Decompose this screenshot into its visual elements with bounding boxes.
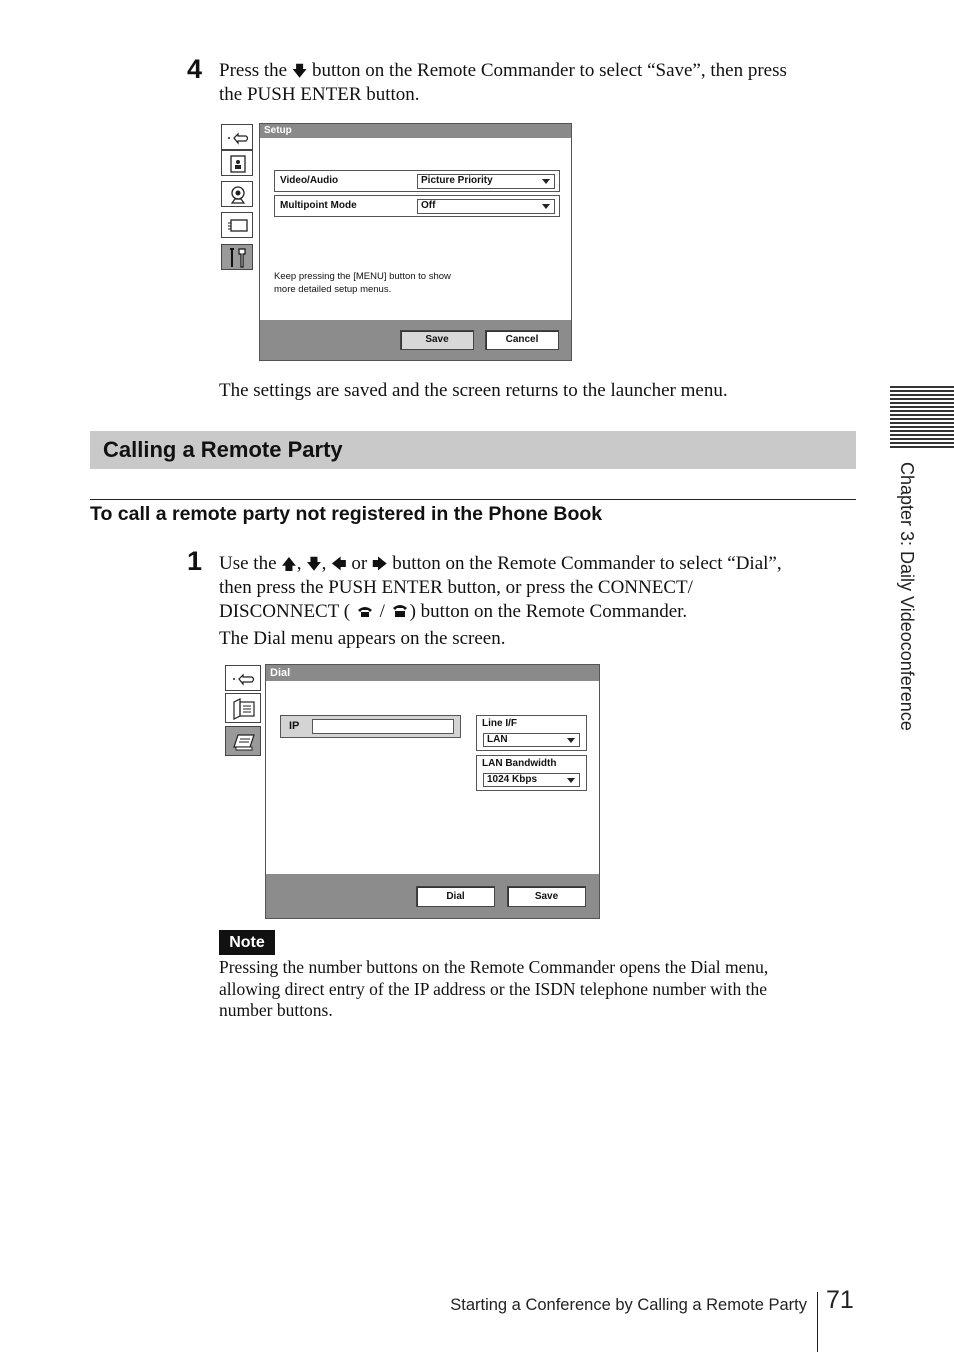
phonebook-icon[interactable] [225, 693, 261, 723]
note-tag: Note [219, 930, 275, 955]
save-button[interactable]: Save [507, 886, 586, 907]
step1-instruction: Use the 🡅, 🡇, 🡄 or 🡆 button on the Remote Commander to select “Dial”, then press the PUSH ENTER button, or press the CONNECT/ DISCONNECT ( / ) button on the Remote Commander. [219, 553, 782, 622]
return-icon[interactable] [225, 665, 261, 691]
tools-icon[interactable] [221, 244, 253, 270]
after-save-text: The settings are saved and the screen returns to the launcher menu. [219, 380, 728, 401]
phone-disconnect-icon [390, 603, 410, 619]
setup-screen [259, 123, 572, 361]
chapter-tab-lines [890, 386, 954, 452]
footer-divider [817, 1292, 818, 1352]
setup-footer [260, 320, 571, 360]
dial-footer [266, 874, 599, 918]
camera-icon[interactable] [221, 181, 253, 207]
display-icon[interactable] [221, 212, 253, 238]
video-audio-select[interactable]: Picture Priority [417, 174, 555, 189]
dial-button[interactable]: Dial [416, 886, 495, 907]
running-title: Starting a Conference by Calling a Remote Party [450, 1296, 807, 1314]
note-text: Pressing the number buttons on the Remote Commander opens the Dial menu, allowing direct entry of the IP address or the ISDN telephone number with the number buttons. [219, 957, 769, 1020]
person-card-icon[interactable] [221, 150, 253, 176]
section-header [90, 431, 856, 469]
lan-bandwidth-select[interactable]: 1024 Kbps [483, 773, 580, 787]
chevron-down-icon [542, 204, 550, 209]
section-title: Calling a Remote Party [103, 437, 343, 462]
chevron-down-icon [542, 179, 550, 184]
step-number-4: 4 [187, 54, 203, 84]
setup-screen-title: Setup [260, 124, 571, 138]
cancel-button[interactable]: Cancel [485, 330, 559, 350]
dial-keypad-icon[interactable] [225, 726, 261, 756]
multipoint-mode-select[interactable]: Off [417, 199, 555, 214]
arrow-down-icon: 🡇 [291, 62, 308, 80]
page-number: 71 [826, 1286, 854, 1314]
arrow-up-icon: 🡅 [281, 555, 297, 573]
arrow-down-icon: 🡇 [306, 555, 322, 573]
return-icon[interactable] [221, 124, 253, 150]
dial-menu-appears-text: The Dial menu appears on the screen. [219, 628, 506, 649]
subsection-title: To call a remote party not registered in the Phone Book [90, 503, 603, 525]
lan-bandwidth-group: LAN Bandwidth 1024 Kbps [476, 755, 587, 791]
chapter-tab-label: Chapter 3: Daily Videoconference [897, 462, 917, 731]
step4-instruction: Press the 🡇 button on the Remote Commander to select “Save”, then press the PUSH ENTER button. [219, 60, 787, 105]
dial-screen-title: Dial [266, 665, 599, 681]
video-audio-row: Video/Audio Picture Priority [274, 170, 560, 192]
dial-screen [265, 664, 600, 919]
line-if-group: Line I/F LAN [476, 715, 587, 751]
ip-row: IP [280, 715, 461, 738]
ip-address-input[interactable] [312, 719, 454, 734]
arrow-right-icon: 🡆 [371, 555, 388, 573]
line-if-select[interactable]: LAN [483, 733, 580, 747]
arrow-left-icon: 🡄 [331, 555, 347, 573]
chevron-down-icon [567, 778, 575, 783]
phone-connect-icon [355, 603, 375, 619]
subsection-rule [90, 499, 856, 500]
multipoint-mode-row: Multipoint Mode Off [274, 195, 560, 217]
chevron-down-icon [567, 738, 575, 743]
save-button[interactable]: Save [400, 330, 474, 350]
step-number-1: 1 [187, 546, 203, 576]
setup-hint: Keep pressing the [MENU] button to show more detailed setup menus. [274, 271, 451, 295]
